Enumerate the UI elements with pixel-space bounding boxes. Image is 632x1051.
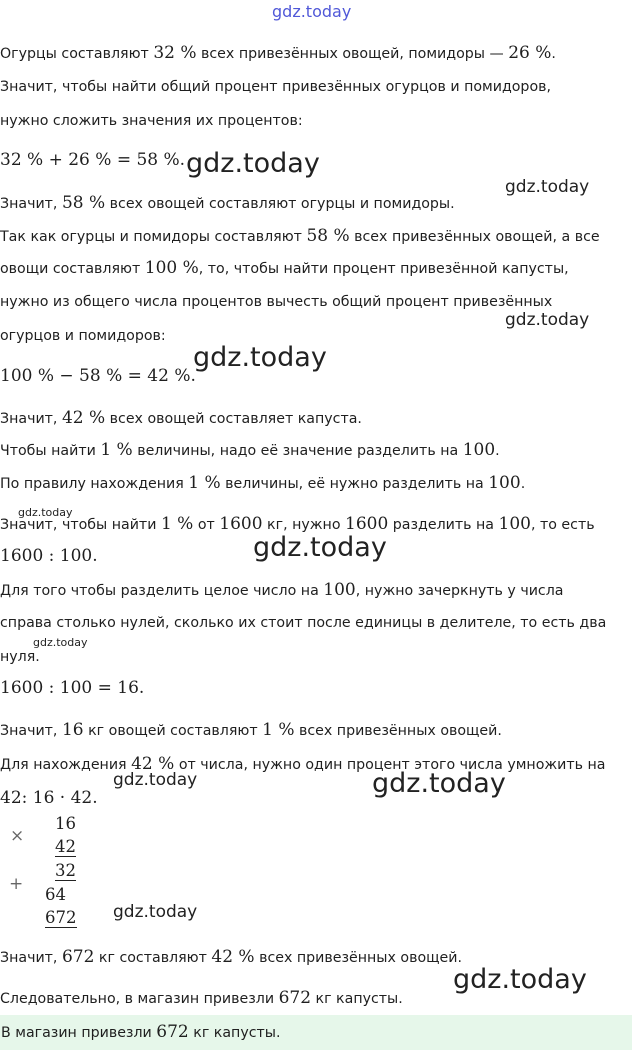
text-run: величины, её нужно разделить на xyxy=(220,476,489,492)
watermark: gdz.today xyxy=(186,148,320,179)
math-expression: 100 xyxy=(498,514,531,534)
text-line xyxy=(0,43,556,64)
math-expression: 1 % xyxy=(262,720,295,740)
text-line xyxy=(0,647,40,667)
math-expression: 42 % xyxy=(211,947,255,967)
text-run: Для нахождения xyxy=(0,757,132,773)
text-line xyxy=(0,754,606,775)
text-run: Значит, xyxy=(0,950,62,966)
text-run: Чтобы найти xyxy=(0,443,101,459)
math-expression: 1600 xyxy=(345,514,389,534)
text-run: В магазин привезли xyxy=(1,1025,157,1041)
text-line xyxy=(0,226,600,247)
text-line xyxy=(0,580,564,601)
text-run: нужно сложить значения их процентов: xyxy=(0,113,303,129)
text-line xyxy=(0,720,502,741)
math-expression: 1600 : 100 = 16. xyxy=(0,678,145,698)
text-run: всех привезённых овощей. xyxy=(294,723,502,739)
watermark: gdz.today xyxy=(33,636,88,649)
text-line xyxy=(0,440,500,461)
math-expression: 672 xyxy=(278,988,312,1008)
answer-box xyxy=(0,1015,632,1050)
text-run: , то, чтобы найти процент привезённой капусты, xyxy=(198,261,569,277)
text-line xyxy=(0,193,455,214)
text-run: всех привезённых овощей, а все xyxy=(349,229,600,245)
text-run: всех овощей составляют огурцы и помидоры. xyxy=(105,196,455,212)
text-line xyxy=(0,613,606,633)
math-expression: 100 % − 58 % = 42 %. xyxy=(0,366,196,386)
calculation-number xyxy=(55,814,76,834)
text-run: , то есть xyxy=(530,517,595,533)
text-line xyxy=(0,678,144,699)
watermark: gdz.today xyxy=(453,964,587,995)
watermark: gdz.today xyxy=(372,768,506,799)
text-run: кг овощей составляют xyxy=(83,723,263,739)
text-run: Следовательно, в магазин привезли xyxy=(0,991,279,1007)
watermark: gdz.today xyxy=(505,177,590,197)
math-expression: 32 % xyxy=(153,43,197,63)
text-run: разделить на xyxy=(388,517,499,533)
text-run: кг составляют xyxy=(94,950,212,966)
text-run: Значит, чтобы найти общий процент привезённых огурцов и помидоров, xyxy=(0,79,551,95)
math-expression: 32 % + 26 % = 58 %. xyxy=(0,150,186,170)
math-expression: 42 % xyxy=(61,408,106,428)
text-line xyxy=(0,988,403,1009)
text-run: Для того чтобы разделить целое число на xyxy=(0,583,324,599)
calculation-digit: 16 xyxy=(55,814,76,833)
text-line xyxy=(0,408,362,429)
watermark: gdz.today xyxy=(272,2,352,21)
text-run: всех привезённых овощей, помидоры — xyxy=(196,46,509,62)
math-expression: 672 xyxy=(156,1022,189,1042)
watermark: gdz.today xyxy=(113,770,198,790)
text-run: от числа, нужно один процент этого числа умножить на xyxy=(174,757,606,773)
text-run: кг капусты. xyxy=(188,1025,281,1041)
calculation-digit: 64 xyxy=(45,885,66,904)
watermark: gdz.today xyxy=(18,506,73,519)
text-line xyxy=(0,546,98,567)
text-run: Значит, чтобы найти xyxy=(0,517,161,533)
math-expression: 16 xyxy=(61,720,84,740)
text-line xyxy=(0,150,185,171)
math-expression: 1 % xyxy=(188,473,221,493)
text-run: нуля. xyxy=(0,649,40,665)
watermark: gdz.today xyxy=(253,532,387,563)
calculation-number xyxy=(55,837,76,857)
text-run: кг, нужно xyxy=(262,517,346,533)
calculation-number xyxy=(45,885,66,905)
text-run: . xyxy=(520,476,526,492)
math-expression: 42: 16 · 42. xyxy=(0,788,98,808)
text-line xyxy=(0,366,196,387)
text-run: кг капусты. xyxy=(311,991,403,1007)
text-line xyxy=(0,292,552,312)
text-run: Значит, xyxy=(0,411,62,427)
addition-sign: + xyxy=(9,874,24,894)
text-run: овощи составляют xyxy=(0,261,145,277)
text-run: . xyxy=(551,46,556,62)
text-run: , нужно зачеркнуть у числа xyxy=(355,583,564,599)
text-run: Огурцы составляют xyxy=(0,46,154,62)
text-run: всех овощей составляет капуста. xyxy=(105,411,362,427)
text-run: Значит, xyxy=(0,196,62,212)
watermark: gdz.today xyxy=(505,310,590,330)
text-run: от xyxy=(193,517,220,533)
calculation-number xyxy=(45,908,77,928)
math-expression: 1 % xyxy=(100,440,133,460)
math-expression: 672 xyxy=(61,947,95,967)
text-run: справа столько нулей, сколько их стоит после единицы в делителе, то есть два xyxy=(0,615,607,631)
text-run: . xyxy=(495,443,500,459)
text-line xyxy=(0,326,166,346)
text-run: огурцов и помидоров: xyxy=(0,328,166,344)
text-line xyxy=(0,788,98,809)
math-expression: 100 xyxy=(462,440,496,460)
multiplication-sign: × xyxy=(10,826,25,846)
text-run: величины, надо её значение разделить на xyxy=(132,443,463,459)
math-expression: 100 xyxy=(323,580,356,600)
calculation-number xyxy=(55,861,76,881)
math-expression: 1600 : 100. xyxy=(0,546,98,566)
text-run: Значит, xyxy=(0,723,62,739)
math-expression: 26 % xyxy=(508,43,552,63)
math-expression: 100 % xyxy=(144,258,199,278)
text-line xyxy=(0,77,551,97)
watermark: gdz.today xyxy=(113,902,198,922)
text-run: По правилу нахождения xyxy=(0,476,189,492)
math-expression: 1 % xyxy=(160,514,194,534)
math-expression: 1600 xyxy=(219,514,263,534)
math-expression: 100 xyxy=(488,473,521,493)
calculation-digit: 42 xyxy=(55,837,76,856)
math-expression: 42 % xyxy=(131,754,175,774)
text-run: Так как огурцы и помидоры составляют xyxy=(0,229,307,245)
text-line xyxy=(0,947,462,968)
calculation-digit: 672 xyxy=(45,908,77,927)
text-run: нужно из общего числа процентов вычесть общий процент привезённых xyxy=(0,294,553,310)
text-line xyxy=(0,473,525,494)
text-line xyxy=(0,111,303,131)
text-run: всех привезённых овощей. xyxy=(254,950,462,966)
text-line xyxy=(0,258,569,279)
math-expression: 58 % xyxy=(306,226,350,246)
math-expression: 58 % xyxy=(61,193,106,213)
watermark: gdz.today xyxy=(193,342,327,373)
calculation-digit: 32 xyxy=(55,861,76,880)
